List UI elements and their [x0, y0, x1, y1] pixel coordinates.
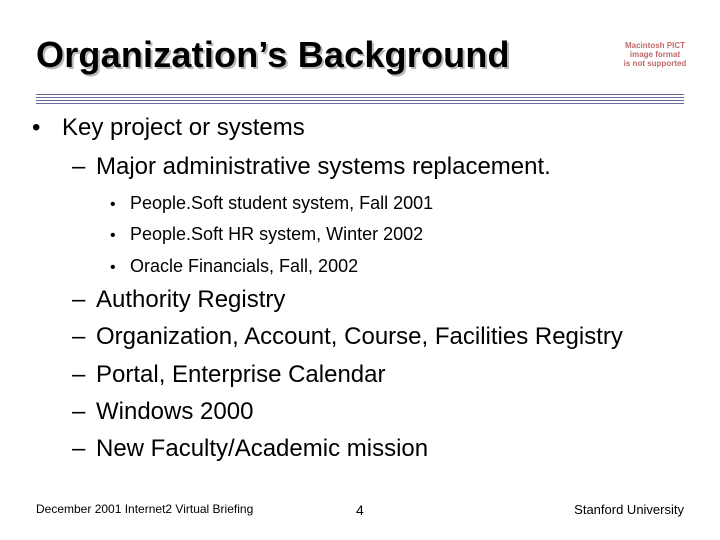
slide-title: Organization’s Background — [36, 34, 510, 75]
dash-icon: – — [72, 153, 86, 180]
sub-sub-item-text: People.Soft HR system, Winter 2002 — [130, 224, 424, 244]
sub-sub-item-text: People.Soft student system, Fall 2001 — [130, 193, 434, 213]
bullet-icon: • — [110, 259, 116, 276]
sub-sub-item-text: Oracle Financials, Fall, 2002 — [130, 256, 359, 276]
sub-item-text: Portal, Enterprise Calendar — [96, 361, 386, 388]
dash-icon: – — [72, 286, 86, 313]
dash-icon: – — [72, 361, 86, 388]
sub-item-text: Authority Registry — [96, 286, 286, 313]
sub-sub-item — [110, 224, 423, 245]
sub-item — [72, 398, 253, 426]
page-number: 4 — [356, 502, 364, 518]
sub-item-text: Organization, Account, Course, Facilities Registry — [96, 323, 623, 350]
bullet-level-1 — [32, 114, 305, 142]
sub-item-text: New Faculty/Academic mission — [96, 435, 429, 462]
sub-item — [72, 435, 428, 463]
dash-icon: – — [72, 398, 86, 425]
sub-item — [72, 286, 285, 314]
bullet-icon: • — [32, 114, 41, 141]
sub-sub-item — [110, 256, 358, 277]
footer-organization: Stanford University — [574, 502, 684, 517]
sub-item — [72, 153, 551, 181]
sub-item-text: Major administrative systems replacement. — [96, 153, 551, 180]
bullet-text: Key project or systems — [62, 114, 305, 141]
sub-item-text: Windows 2000 — [96, 398, 254, 425]
bullet-icon: • — [110, 196, 116, 213]
sub-item — [72, 323, 623, 351]
pict-note-line-2: image format — [629, 50, 681, 59]
sub-item — [72, 361, 385, 389]
dash-icon: – — [72, 323, 86, 350]
pict-note-line-1: Macintosh PICT — [624, 41, 685, 50]
pict-note-line-3: is not supported — [623, 59, 687, 68]
dash-icon: – — [72, 435, 86, 462]
bullet-icon: • — [110, 227, 116, 244]
footer-event: December 2001 Internet2 Virtual Briefing — [36, 502, 254, 516]
sub-sub-item — [110, 193, 433, 214]
